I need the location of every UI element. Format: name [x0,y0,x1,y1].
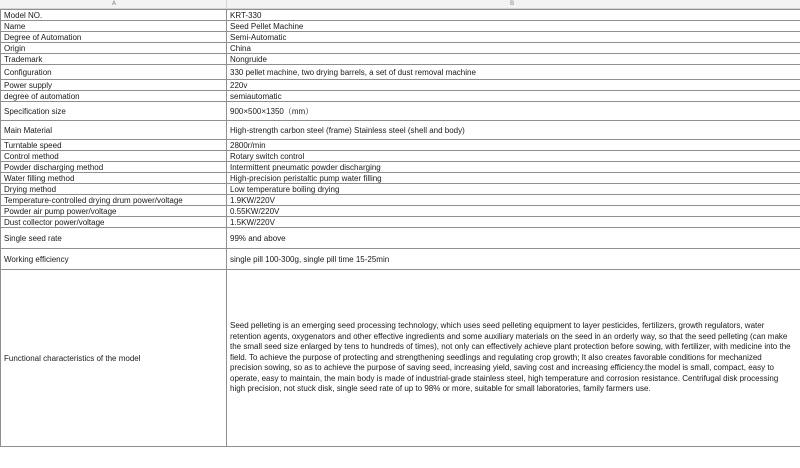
row-label[interactable]: Specification size [1,102,227,121]
column-header-bar [0,0,800,9]
table-row [1,80,800,91]
table-row [1,162,800,173]
row-value[interactable]: 330 pellet machine, two drying barrels, a set of dust removal machine [227,65,800,80]
table-row [1,151,800,162]
table-row [1,228,800,249]
row-value[interactable]: Low temperature boiling drying [227,184,800,195]
row-label[interactable]: Drying method [1,184,227,195]
row-label[interactable]: Functional characteristics of the model [1,270,227,447]
table-row [1,217,800,228]
row-value[interactable]: China [227,43,800,54]
row-label[interactable]: Main Material [1,121,227,140]
row-value[interactable]: 1.5KW/220V [227,217,800,228]
table-row [1,121,800,140]
row-value[interactable]: Semi-Automatic [227,32,800,43]
row-value[interactable]: Nongruide [227,54,800,65]
row-value[interactable]: Seed Pellet Machine [227,21,800,32]
table-row [1,206,800,217]
row-value[interactable]: 900×500×1350（mm） [227,102,800,121]
row-value[interactable]: 2800r/min [227,140,800,151]
row-label[interactable]: Origin [1,43,227,54]
table-row [1,65,800,80]
row-value[interactable]: KRT-330 [227,10,800,21]
table-row [1,195,800,206]
row-value[interactable]: Rotary switch control [227,151,800,162]
row-value[interactable]: Seed pelleting is an emerging seed processing technology, which uses seed pelleting equipment to layer pesticides, fertilizers, growth regulators, water retention agents, oxygenators and other effective ingredients and some auxiliary materials on the seed in an orderly way, so that the seed pelleting (can make the small seed size enlarged by tens to hundreds of times), not only can effectively achieve plant protection before sowing, with fertilizer, with medicine into the field. To achieve the purpose of protecting and strengthening seedlings and regulating crop growth; It also creates favorable conditions for mechanized precision sowing, so as to achieve the purpose of saving seed, increasing yield, saving cost and increasing efficiency.the model is small, compact, easy to operate, easy to maintain, the main body is made of industrial-grade stainless steel, high temperature and corrosion resistance. Centrifugal disk processing high precision, not stuck disk, single seed rate of up to 98% or more, suitable for small laboratories, family farmers use. [227,270,800,447]
row-label[interactable]: Degree of Automation [1,32,227,43]
row-label[interactable]: Water filling method [1,173,227,184]
row-value[interactable]: single pill 100-300g, single pill time 15-25min [227,249,800,270]
row-label[interactable]: Working efficiency [1,249,227,270]
row-label[interactable]: Temperature-controlled drying drum power/voltage [1,195,227,206]
row-label[interactable]: Turntable speed [1,140,227,151]
row-value[interactable]: Intermittent pneumatic powder discharging [227,162,800,173]
table-row [1,270,800,447]
column-header-a[interactable]: A [112,0,117,7]
table-row [1,32,800,43]
table-row [1,10,800,21]
row-value[interactable]: 99% and above [227,228,800,249]
row-label[interactable]: Model NO. [1,10,227,21]
column-header-b[interactable]: B [510,0,515,7]
row-value[interactable]: semiautomatic [227,91,800,102]
row-label[interactable]: Powder discharging method [1,162,227,173]
row-label[interactable]: Power supply [1,80,227,91]
row-value[interactable]: 220v [227,80,800,91]
row-label[interactable]: degree of automation [1,91,227,102]
row-value[interactable]: 1.9KW/220V [227,195,800,206]
column-divider[interactable] [226,0,227,8]
table-row [1,249,800,270]
table-row [1,140,800,151]
table-row [1,184,800,195]
row-label[interactable]: Single seed rate [1,228,227,249]
table-row [1,102,800,121]
table-row [1,43,800,54]
table-row [1,21,800,32]
table-row [1,91,800,102]
row-label[interactable]: Powder air pump power/voltage [1,206,227,217]
row-label[interactable]: Dust collector power/voltage [1,217,227,228]
table-row [1,54,800,65]
row-label[interactable]: Name [1,21,227,32]
row-value[interactable]: 0.55KW/220V [227,206,800,217]
row-label[interactable]: Control method [1,151,227,162]
row-label[interactable]: Trademark [1,54,227,65]
row-value[interactable]: High-strength carbon steel (frame) Stainless steel (shell and body) [227,121,800,140]
table-row [1,173,800,184]
row-label[interactable]: Configuration [1,65,227,80]
spec-table [0,9,800,447]
row-value[interactable]: High-precision peristaltic pump water filling [227,173,800,184]
